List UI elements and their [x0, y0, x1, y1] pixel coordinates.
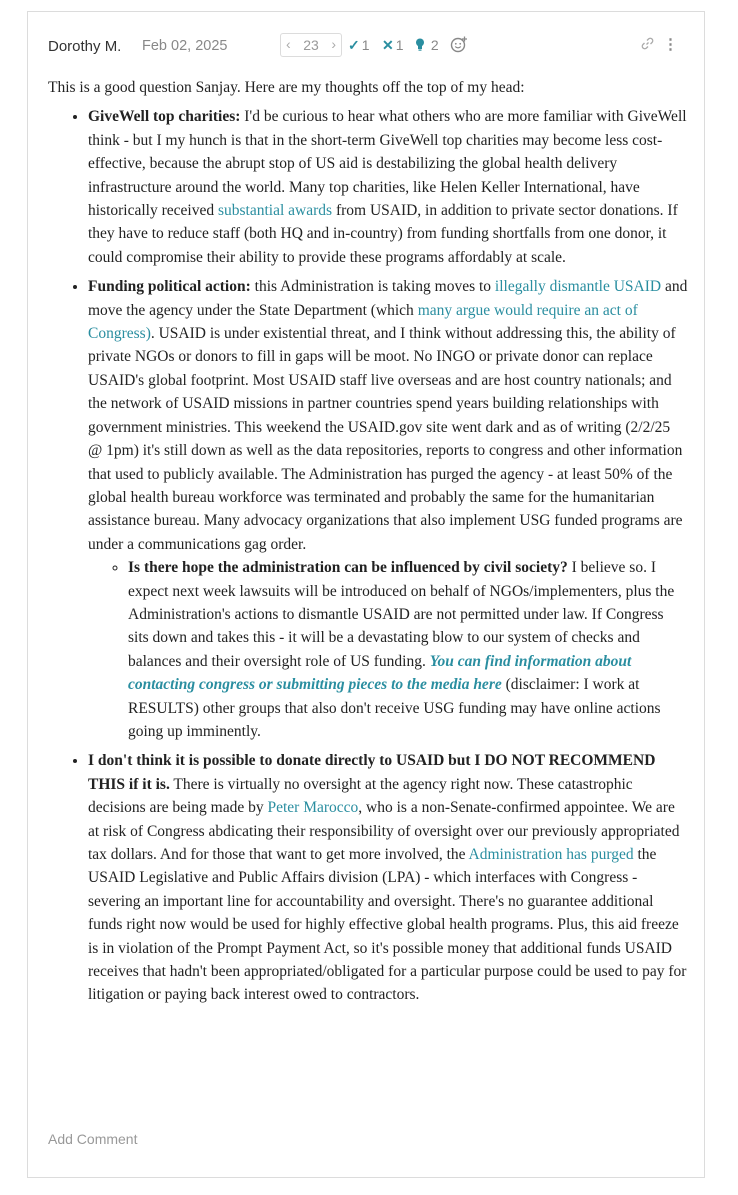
act-of-congress-link[interactable]: many argue would require an act of Congress): [88, 301, 638, 343]
check-icon: ✓: [348, 37, 360, 53]
chevron-left-icon[interactable]: ‹: [286, 36, 291, 52]
list-item: [128, 556, 688, 743]
bullet-text: (disclaimer: I work at RESULTS) other groups that also don't receive USG funding may have online actions going up imminently.: [128, 676, 661, 740]
sub-bullet-list: [88, 556, 688, 743]
bullet-text: I'd be curious to hear what others who are more familiar with GiveWell think - but I my hunch is that in the short-term GiveWell top charities may become less cost-effective, because the abrupt stop of US aid is destabilizing the global health delivery infrastructure around the world. Many top charities, like Helen Keller International, have historically received: [88, 108, 687, 220]
insight-count: 2: [430, 37, 439, 53]
chevron-right-icon[interactable]: ›: [331, 36, 336, 52]
more-options-icon[interactable]: ⋮: [663, 36, 678, 53]
karma-score: 23: [303, 37, 319, 53]
agree-reaction[interactable]: [348, 37, 370, 54]
bullet-heading: Funding political action:: [88, 278, 251, 296]
comment-intro: This is a good question Sanjay. Here are my thoughts off the top of my head:: [48, 79, 525, 96]
comment-header: [48, 36, 684, 60]
link-icon[interactable]: [641, 37, 654, 53]
add-comment-button[interactable]: Add Comment: [48, 1131, 138, 1147]
list-item: [88, 105, 688, 269]
illegally-dismantle-usaid-link[interactable]: illegally dismantle USAID: [494, 278, 662, 296]
comment-body: [48, 76, 688, 1013]
disagree-count: 1: [395, 37, 404, 53]
contact-congress-link[interactable]: You can find information about contacting congress or submitting pieces to the media here: [128, 652, 632, 694]
karma-vote-widget: [280, 33, 342, 57]
comment-date[interactable]: Feb 02, 2025: [142, 38, 228, 54]
bullet-text: . USAID is under existential threat, and I think without addressing this, the ability of private NGOs or donors to fill in gaps will be moot. No INGO or private donor can replace USAID's global footprint. Most USAID staff live overseas and are host country nationals; and the network of USAID missions in partner countries spend years building relationships with government ministries. This weekend the USAID.gov site went dark and as of writing (2/2/25 @ 1pm) it's still down as well as the data repositories, reports to congress and other information that used to publicly available. The Administration has purged the agency - at least 50% of the global health bureau workforce was terminated and probably the same for the humanitarian assistance bureau. Many advocacy organizations that also implement USG funded programs are under a communications gag order.: [88, 325, 683, 553]
bullet-text: and move the agency under the State Department (which: [88, 278, 688, 319]
bullet-text: There is virtually no oversight at the agency right now. These catastrophic decisions are being made by: [88, 775, 633, 817]
cross-icon: ✕: [382, 37, 394, 53]
author-name[interactable]: Dorothy M.: [48, 38, 122, 55]
bullet-text: , who is a non-Senate-confirmed appointee. We are at risk of Congress abdicating their responsibility of oversight over our previously appropriated tax dollars. And for those that want to get more involved, the: [88, 799, 680, 863]
lightbulb-icon: [415, 37, 429, 53]
list-item: [88, 749, 688, 1006]
bullet-text: I believe so. I expect next week lawsuits will be introduced on behalf of NGOs/implementers, plus the Administration's actions to dismantle USAID are not permitted under law. If Congress sits down and takes this - it will be a devastating blow to our system of checks and balances and their oversight role of US funding.: [128, 559, 675, 670]
peter-marocco-link[interactable]: Peter Marocco: [267, 799, 359, 817]
insight-reaction[interactable]: [415, 37, 439, 53]
administration-purged-link[interactable]: Administration has purged: [468, 846, 634, 863]
agree-count: 1: [361, 37, 370, 53]
bullet-text: this Administration is taking moves to: [250, 278, 495, 296]
bullet-text: from USAID, in addition to private sector donations. If they have to reduce staff (both HQ and in-country) from funding shortfalls from one donor, it could compromise their ability to provide these programs affordably at scale.: [88, 202, 678, 266]
bullet-list: [48, 105, 688, 1006]
disagree-reaction[interactable]: [382, 37, 404, 54]
substantial-awards-link[interactable]: substantial awards: [217, 202, 333, 220]
add-reaction-icon[interactable]: [450, 35, 468, 58]
list-item: [88, 275, 688, 743]
bullet-heading: Is there hope the administration can be influenced by civil society?: [128, 559, 568, 577]
bullet-heading: I don't think it is possible to donate directly to USAID but I DO NOT RECOMMEND THIS if it is.: [88, 752, 656, 793]
bullet-text: the USAID Legislative and Public Affairs division (LPA) - which interfaces with Congress - severing an important line for accountability and oversight. There's no guarantee additional funds right now would be used for highly effective global health programs. Plus, this aid freeze is in violation of the Prompt Payment Act, so it's possible money that additional funds USAID receives that hadn't been appropriated/obligated for a particular purpose could be used to pay for litigation or paying back interest owed to contractors.: [88, 846, 687, 1004]
comment-card: [27, 11, 705, 1178]
bullet-heading: GiveWell top charities:: [88, 108, 241, 126]
